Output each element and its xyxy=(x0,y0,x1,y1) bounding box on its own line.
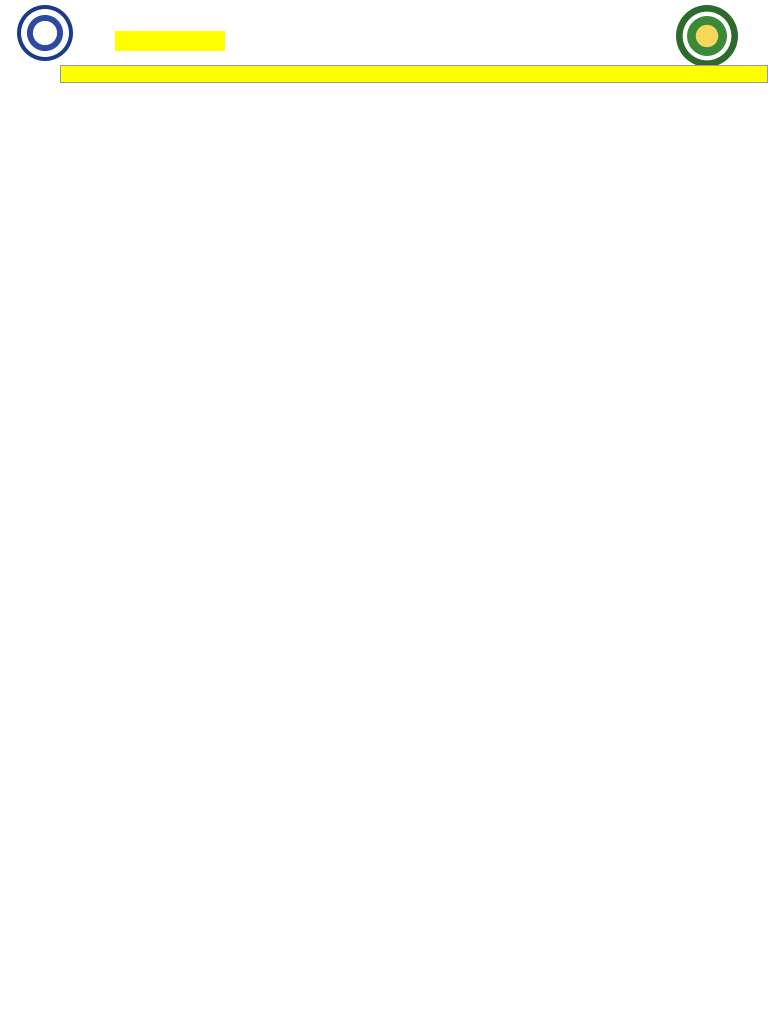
deped-seal-logo xyxy=(17,5,73,61)
school-seal-logo xyxy=(676,5,738,67)
weekly-plan-table xyxy=(60,65,768,1024)
document-header xyxy=(0,0,768,64)
grade-plan-label xyxy=(115,31,225,51)
plan-title xyxy=(60,65,768,83)
